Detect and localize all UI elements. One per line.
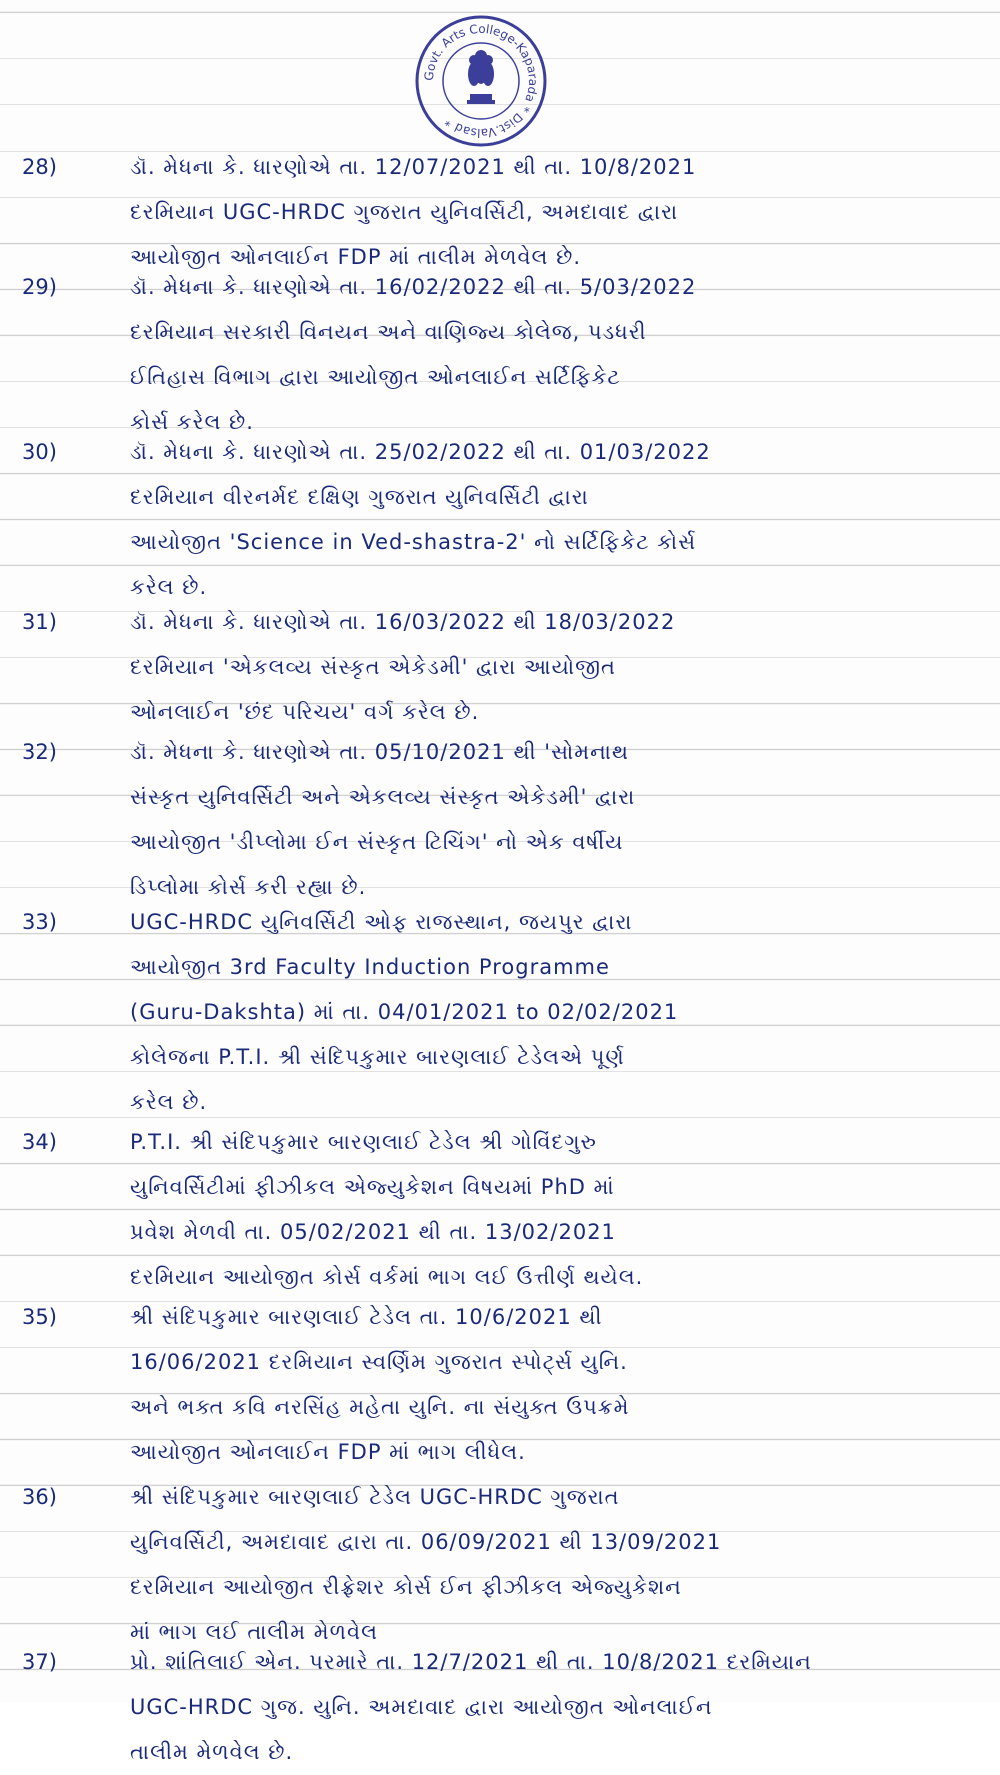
text-line: શ્રી સંદિપકુમાર બારણલાઈ ટેડેલ UGC-HRDC ગુજરાત	[130, 1485, 620, 1509]
text-line: UGC-HRDC ગુજ. યુનિ. અમદાવાદ દ્વારા આયોજીત ઓનલાઈન	[130, 1695, 713, 1719]
text-line: આયોજીત ઓનલાઈન FDP માં તાલીમ મેળવેલ છે.	[130, 245, 582, 269]
text-line: 16/06/2021 દરમિયાન સ્વર્ણિમ ગુજરાત સ્પોર્ટ્સ યુનિ.	[130, 1350, 628, 1374]
text-line: આયોજીત 'ડીપ્લોમા ઈન સંસ્કૃત ટિચિંગ' નો એક વર્ષીય	[130, 830, 624, 854]
entry-text	[130, 145, 990, 280]
college-seal-stamp	[412, 12, 550, 150]
text-line: ડિપ્લોમા કોર્સ કરી રહ્યા છે.	[130, 875, 367, 899]
text-line: દરમિયાન વીરનર્મદ દક્ષિણ ગુજરાત યુનિવર્સિટી દ્વારા	[130, 485, 589, 509]
entry-text	[130, 265, 990, 445]
text-line: દરમિયાન આયોજીત કોર્સ વર્કમાં ભાગ લઈ ઉત્તીર્ણ થયેલ.	[130, 1265, 644, 1289]
entry-text	[130, 1640, 990, 1775]
entry-text	[130, 1120, 990, 1300]
text-line: UGC-HRDC યુનિવર્સિટી ઓફ રાજસ્થાન, જયપુર દ્વારા	[130, 910, 633, 934]
entry-number: 37)	[22, 1650, 57, 1674]
entry-number: 29)	[22, 275, 57, 299]
entry-text	[130, 900, 990, 1125]
text-line: (Guru-Dakshta) માં તા. 04/01/2021 to 02/02/2021	[130, 1000, 679, 1024]
entry-text	[130, 730, 990, 910]
text-line: પ્રો. શાંતિલાઈ એન. પરમારે તા. 12/7/2021 થી તા. 10/8/2021 દરમિયાન	[130, 1650, 812, 1674]
text-line: કોર્સ કરેલ છે.	[130, 410, 254, 434]
entry-text	[130, 430, 990, 610]
entry-number: 28)	[22, 155, 57, 179]
text-line: આયોજીત 3rd Faculty Induction Programme	[130, 955, 610, 979]
text-line: સંસ્કૃત યુનિવર્સિટી અને એકલવ્ય સંસ્કૃત એકેડમી' દ્વારા	[130, 785, 636, 809]
text-line: ડૉ. મેધના કે. ધારણોએ તા. 05/10/2021 થી 'સોમનાથ	[130, 740, 630, 764]
text-line: દરમિયાન સરકારી વિનયન અને વાણિજ્ય કોલેજ, પડધરી	[130, 320, 647, 344]
text-line: માં ભાગ લઈ તાલીમ મેળવેલ	[130, 1620, 378, 1644]
text-line: ડૉ. મેધના કે. ધારણોએ તા. 16/03/2022 થી 18/03/2022	[130, 610, 676, 634]
text-line: કરેલ છે.	[130, 1090, 208, 1114]
entry-text	[130, 1295, 990, 1475]
text-line: શ્રી સંદિપકુમાર બારણલાઈ ટેડેલ તા. 10/6/2021 થી	[130, 1305, 603, 1329]
seal-text: Govt. Arts College-Kaparada * Dist.Valsad *	[421, 21, 541, 141]
emblem-icon	[467, 50, 495, 104]
entry-number: 32)	[22, 740, 57, 764]
entry-number: 35)	[22, 1305, 57, 1329]
text-line: આયોજીત ઓનલાઈન FDP માં ભાગ લીધેલ.	[130, 1440, 526, 1464]
text-line: દરમિયાન 'એકલવ્ય સંસ્કૃત એકેડમી' દ્વારા આયોજીત	[130, 655, 616, 679]
text-line: અને ભક્ત કવિ નરસિંહ મહેતા યુનિ. ના સંયુક્ત ઉપક્રમે	[130, 1395, 630, 1419]
text-line: P.T.I. શ્રી સંદિપકુમાર બારણલાઈ ટેડેલ શ્રી ગોવિંદગુરુ	[130, 1130, 597, 1154]
text-line: દરમિયાન આયોજીત રીફ્રેશર કોર્સ ઈન ફીઝીકલ એજ્યુકેશન	[130, 1575, 682, 1599]
text-line: ડૉ. મેધના કે. ધારણોએ તા. 16/02/2022 થી તા. 5/03/2022	[130, 275, 697, 299]
text-line: ડૉ. મેધના કે. ધારણોએ તા. 12/07/2021 થી તા. 10/8/2021	[130, 155, 697, 179]
text-line: ડૉ. મેધના કે. ધારણોએ તા. 25/02/2022 થી તા. 01/03/2022	[130, 440, 711, 464]
text-line: ઓનલાઈન 'છંદ પરિચય' વર્ગ કરેલ છે.	[130, 700, 480, 724]
text-line: યુનિવર્સિટી, અમદાવાદ દ્વારા તા. 06/09/2021 થી 13/09/2021	[130, 1530, 722, 1554]
entry-text	[130, 600, 990, 735]
text-line: યુનિવર્સિટીમાં ફીઝીકલ એજ્યુકેશન વિષયમાં PhD માં	[130, 1175, 615, 1199]
entry-number: 30)	[22, 440, 57, 464]
entry-number: 34)	[22, 1130, 57, 1154]
entry-number: 31)	[22, 610, 57, 634]
text-line: દરમિયાન UGC-HRDC ગુજરાત યુનિવર્સિટી, અમદાવાદ દ્વારા	[130, 200, 679, 224]
text-line: કરેલ છે.	[130, 575, 208, 599]
entry-number: 36)	[22, 1485, 57, 1509]
text-line: તાલીમ મેળવેલ છે.	[130, 1740, 294, 1764]
text-line: કોલેજના P.T.I. શ્રી સંદિપકુમાર બારણલાઈ ટેડેલએ પૂર્ણ	[130, 1045, 625, 1069]
text-line: ઈતિહાસ વિભાગ દ્વારા આયોજીત ઓનલાઈન સર્ટિફિકેટ	[130, 365, 621, 389]
text-line: પ્રવેશ મેળવી તા. 05/02/2021 થી તા. 13/02/2021	[130, 1220, 616, 1244]
entry-number: 33)	[22, 910, 57, 934]
entry-text	[130, 1475, 990, 1655]
text-line: આયોજીત 'Science in Ved-shastra-2' નો સર્ટિફિકેટ કોર્સ	[130, 530, 697, 554]
